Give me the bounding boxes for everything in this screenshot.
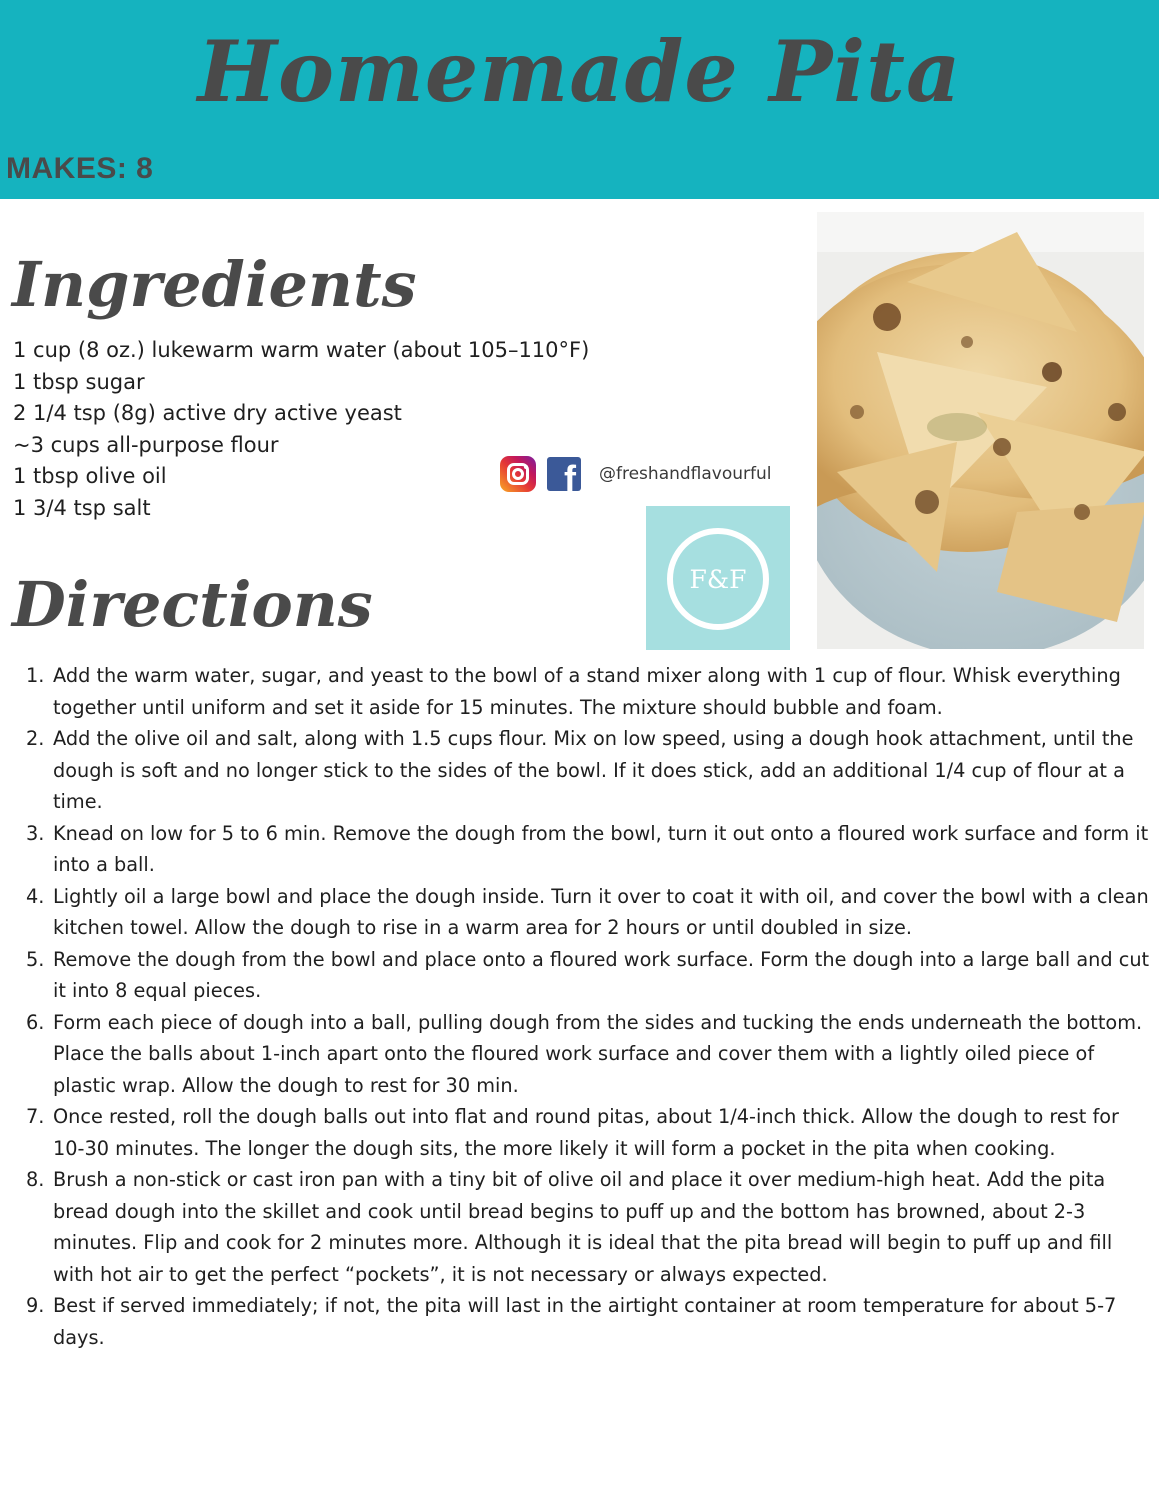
ingredient-item: 1 3/4 tsp salt [13,495,151,520]
step-number: 7. [26,1105,45,1128]
logo-text: F&F [689,564,747,594]
social-handle[interactable]: @freshandflavourful [599,464,772,484]
makes-yield: MAKES: 8 [6,152,154,185]
ingredient-item: 1 cup (8 oz.) lukewarm warm water (about 105–110°F) [13,338,590,362]
instagram-icon[interactable] [500,456,536,492]
step-text: Add the olive oil and salt, along with 1.5 cups flour. Mix on low speed, using a dough hook attachment, until the dough is soft and no longer stick to the sides of the bowl. If it does stick, add an additional 1/4 cup of flour at a time. [53,727,1134,813]
ingredients-list [13,335,653,525]
step-text: Knead on low for 5 to 6 min. Remove the dough from the bowl, turn it out onto a floured work surface and form it into a ball. [53,821,1149,876]
logo-circle [667,528,769,630]
direction-step [26,881,1156,944]
directions-list [26,660,1156,1353]
facebook-icon[interactable]: f [547,457,581,491]
brand-logo [646,506,790,650]
header-banner [0,0,1159,199]
recipe-title: Homemade Pita [197,22,962,121]
step-number: 3. [26,821,45,845]
direction-step [26,1164,1156,1290]
step-text: Lightly oil a large bowl and place the dough inside. Turn it over to coat it with oil, and cover the bowl with a clean kitchen towel. Allow the dough to rise in a warm area for 2 hours or until doubled in size. [53,884,1149,939]
step-number: 9. [26,1294,45,1317]
step-text: Add the warm water, sugar, and yeast to the bowl of a stand mixer along with 1 cup of flour. Whisk everything together until uniform and set it aside for 15 minutes. The mixture should bubble and foam. [53,664,1121,719]
direction-step [26,818,1156,881]
step-number: 5. [26,947,45,971]
social-links [500,456,772,492]
step-text: Best if served immediately; if not, the pita will last in the airtight container at room temperature for about 5-7 days. [53,1294,1117,1349]
step-text: Form each piece of dough into a ball, pulling dough from the sides and tucking the ends underneath the bottom. Place the balls about 1-inch apart onto the floured work surface and cover them with a lightly oiled piece of plastic wrap. Allow the dough to rest for 30 min. [53,1010,1143,1097]
directions-heading: Directions [12,568,373,641]
direction-step [26,1101,1156,1164]
ingredient-item: 2 1/4 tsp (8g) active dry active yeast [13,401,402,426]
pita-photo-svg [817,212,1144,649]
step-text: Brush a non-stick or cast iron pan with a tiny bit of olive oil and place it over medium-high heat. Add the pita bread dough into the skillet and cook until bread begins to puff up and the bottom has browned, about 2-3 minutes. Flip and cook for 2 minutes more. Although it is ideal that the pita bread will begin to puff up and fill with hot air to get the perfect “pockets”, it is not necessary or always expected. [53,1168,1113,1286]
ingredients-heading: Ingredients [12,248,417,321]
pita-bread-plate-image [817,212,1144,649]
step-number: 8. [26,1168,45,1191]
direction-step [26,723,1156,818]
step-number: 4. [26,884,45,908]
step-text: Once rested, roll the dough balls out into flat and round pitas, about 1/4-inch thick. Allow the dough to rest for 10-30 minutes. The longer the dough sits, the more likely it will form a pocket in the pita when cooking. [53,1105,1119,1160]
ingredient-item: ~3 cups all-purpose flour [13,432,279,457]
direction-step [26,1007,1156,1102]
step-text: Remove the dough from the bowl and place onto a floured work surface. Form the dough into a large ball and cut it into 8 equal pieces. [53,947,1150,1002]
step-number: 2. [26,727,45,750]
direction-step [26,1290,1156,1353]
ingredient-item: 1 tbsp olive oil [13,464,167,489]
ingredient-item: 1 tbsp sugar [13,369,145,394]
direction-step [26,660,1156,723]
step-number: 1. [26,664,45,687]
direction-step [26,944,1156,1007]
step-number: 6. [26,1010,45,1034]
